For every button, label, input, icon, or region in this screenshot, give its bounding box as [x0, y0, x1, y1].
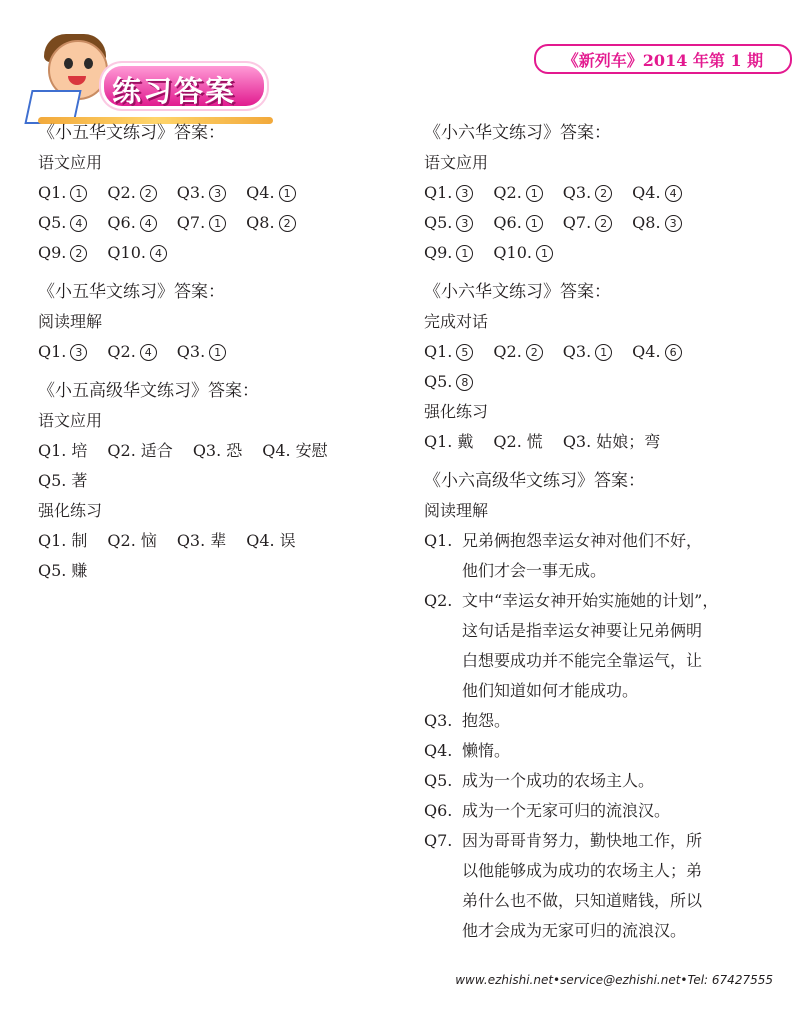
question-number: Q8.	[246, 213, 275, 232]
answer-text: 赚	[71, 561, 88, 580]
section-title: 《小六华文练习》答案：	[424, 123, 611, 143]
question-number: Q1.	[424, 531, 453, 550]
question-number: Q3.	[562, 183, 592, 202]
answer-line: 他们知道如何才能成功。	[462, 681, 639, 700]
answer-item	[246, 178, 295, 208]
answer-item	[177, 337, 226, 367]
answer-item	[107, 436, 172, 466]
question-number: Q3.	[424, 711, 453, 730]
circled-option: 1	[526, 215, 543, 232]
answer-section	[38, 118, 398, 268]
answer-text: 姑娘；弯	[596, 432, 661, 451]
circled-option: 4	[70, 215, 87, 232]
answer-item	[177, 208, 226, 238]
question-number: Q4.	[632, 183, 661, 202]
question-number: Q2.	[493, 342, 522, 361]
answer-item	[632, 178, 681, 208]
subsection-label: 完成对话	[424, 312, 489, 331]
question-number: Q1.	[38, 531, 67, 550]
question-number: Q1.	[424, 342, 453, 361]
question-number: Q5.	[38, 471, 67, 490]
answer-row	[424, 367, 794, 397]
answer-text: 辈	[210, 531, 227, 550]
question-number: Q6.	[107, 213, 136, 232]
question-number: Q5.	[38, 561, 67, 580]
left-column	[38, 118, 398, 595]
question-number: Q3.	[192, 441, 222, 460]
footer-contact: www.ezhishi.net•service@ezhishi.net•Tel: 67427555	[455, 973, 773, 987]
answer-line: 文中“幸运女神开始实施她的计划”，	[462, 591, 719, 610]
section-title: 《小五高级华文练习》答案：	[38, 381, 259, 401]
answer-lines	[462, 796, 794, 826]
circled-option: 2	[279, 215, 296, 232]
answer-item	[38, 466, 87, 496]
answer-line: 抱怨。	[462, 711, 511, 730]
answer-line: 因为哥哥肯努力，勤快地工作，所	[462, 831, 703, 850]
question-number: Q2.	[107, 441, 136, 460]
answer-item	[424, 178, 473, 208]
cartoon-boy-eye-left	[64, 58, 73, 69]
answer-item	[38, 238, 87, 268]
answer-item	[38, 208, 87, 238]
answer-text: 戴	[457, 432, 474, 451]
question-number: Q6.	[493, 213, 522, 232]
answers-banner	[18, 26, 268, 112]
circled-option: 1	[70, 185, 87, 202]
answer-item	[193, 436, 242, 466]
answer-item	[107, 178, 156, 208]
answer-text: 安慰	[295, 441, 328, 460]
question-number: Q3.	[176, 342, 206, 361]
answer-item	[262, 436, 327, 466]
answer-item	[493, 238, 553, 268]
answer-line: 他才会成为无家可归的流浪汉。	[462, 921, 687, 940]
circled-option: 1	[526, 185, 543, 202]
circled-option: 2	[140, 185, 157, 202]
answer-item	[38, 436, 87, 466]
answer-lines	[462, 826, 794, 946]
long-answer	[424, 706, 794, 736]
question-number: Q2.	[493, 432, 522, 451]
answer-row	[424, 238, 794, 268]
circled-option: 1	[536, 245, 553, 262]
question-number: Q5.	[424, 372, 453, 391]
answer-row	[424, 208, 794, 238]
circled-option: 2	[595, 185, 612, 202]
right-column	[424, 118, 794, 955]
question-number: Q1.	[38, 342, 67, 361]
question-number: Q3.	[562, 342, 592, 361]
answer-lines	[462, 736, 794, 766]
circled-option: 6	[665, 344, 682, 361]
answer-row	[38, 238, 398, 268]
answer-text: 著	[71, 471, 88, 490]
answer-item	[563, 427, 660, 457]
question-number: Q10.	[493, 243, 532, 262]
question-number: Q4.	[424, 741, 453, 760]
question-number: Q9.	[38, 243, 67, 262]
subsection-label: 阅读理解	[38, 312, 103, 331]
question-number: Q1.	[38, 441, 67, 460]
question-number: Q1.	[424, 183, 453, 202]
circled-option: 4	[665, 185, 682, 202]
question-number: Q1.	[424, 432, 453, 451]
circled-option: 4	[150, 245, 167, 262]
question-number: Q9.	[424, 243, 453, 262]
answer-row	[424, 337, 794, 367]
circled-option: 8	[456, 374, 473, 391]
question-number: Q8.	[632, 213, 661, 232]
question-number: Q1.	[38, 183, 67, 202]
circled-option: 1	[595, 344, 612, 361]
circled-option: 3	[456, 215, 473, 232]
answer-line: 这句话是指幸运女神要让兄弟俩明	[462, 621, 703, 640]
subsection-label: 强化练习	[424, 402, 489, 421]
long-answer	[424, 766, 794, 796]
cartoon-boy-eye-right	[84, 58, 93, 69]
answer-section	[424, 118, 794, 268]
circled-option: 2	[595, 215, 612, 232]
circled-option: 5	[456, 344, 473, 361]
answer-item	[493, 427, 542, 457]
question-number: Q3.	[176, 183, 206, 202]
answer-line: 以他能够成为成功的农场主人；弟	[462, 861, 703, 880]
answer-lines	[462, 766, 794, 796]
answer-line: 懒惰。	[462, 741, 511, 760]
answer-section	[38, 376, 398, 586]
answer-item	[107, 337, 156, 367]
answer-lines	[462, 526, 794, 586]
subsection-label: 语文应用	[38, 153, 103, 172]
answer-row	[38, 436, 398, 466]
answer-section	[424, 466, 794, 946]
section-title: 《小六华文练习》答案：	[424, 282, 611, 302]
answer-text: 制	[71, 531, 88, 550]
question-number: Q5.	[424, 213, 453, 232]
answer-text: 慌	[526, 432, 543, 451]
answer-row	[38, 208, 398, 238]
issue-label: 《新列车》2014 年第 1 期	[534, 44, 792, 74]
answer-item	[424, 238, 473, 268]
answer-text: 恼	[140, 531, 157, 550]
subsection-label: 强化练习	[38, 501, 103, 520]
answer-text: 培	[71, 441, 88, 460]
circled-option: 1	[209, 215, 226, 232]
question-number: Q5.	[38, 213, 67, 232]
answer-item	[424, 208, 473, 238]
long-answer	[424, 796, 794, 826]
circled-option: 2	[526, 344, 543, 361]
answer-lines	[462, 586, 794, 706]
answer-text: 误	[279, 531, 296, 550]
answer-row	[38, 178, 398, 208]
question-number: Q4.	[246, 183, 275, 202]
question-number: Q2.	[107, 183, 136, 202]
long-answer	[424, 736, 794, 766]
answer-item	[38, 526, 87, 556]
banner-title: 练习答案	[112, 74, 237, 108]
answer-text: 适合	[140, 441, 173, 460]
answer-item	[38, 337, 87, 367]
answer-item	[38, 178, 87, 208]
question-number: Q2.	[107, 342, 136, 361]
question-number: Q3.	[562, 432, 592, 451]
answer-item	[563, 337, 612, 367]
circled-option: 3	[456, 185, 473, 202]
answer-item	[107, 238, 167, 268]
answer-item	[493, 178, 542, 208]
answer-item	[107, 526, 156, 556]
circled-option: 1	[456, 245, 473, 262]
answer-item	[177, 526, 226, 556]
section-title: 《小六高级华文练习》答案：	[424, 471, 645, 491]
answer-row	[424, 427, 794, 457]
answer-line: 成为一个成功的农场主人。	[462, 771, 655, 790]
question-number: Q4.	[262, 441, 291, 460]
question-number: Q7.	[424, 831, 453, 850]
section-title: 《小五华文练习》答案：	[38, 282, 225, 302]
question-number: Q6.	[424, 801, 453, 820]
question-number: Q4.	[632, 342, 661, 361]
answer-row	[424, 178, 794, 208]
circled-option: 4	[140, 215, 157, 232]
long-answer	[424, 586, 794, 706]
answer-item	[563, 208, 612, 238]
question-number: Q2.	[107, 531, 136, 550]
question-number: Q7.	[562, 213, 592, 232]
question-number: Q4.	[246, 531, 275, 550]
answer-lines	[462, 706, 794, 736]
answer-item	[246, 208, 295, 238]
answer-item	[632, 208, 681, 238]
answer-row	[38, 466, 398, 496]
question-number: Q2.	[493, 183, 522, 202]
answer-item	[107, 208, 156, 238]
long-answer	[424, 826, 794, 946]
answer-item	[246, 526, 295, 556]
answer-line: 他们才会一事无成。	[462, 561, 607, 580]
answer-line: 成为一个无家可归的流浪汉。	[462, 801, 671, 820]
circled-option: 3	[70, 344, 87, 361]
circled-option: 2	[70, 245, 87, 262]
answer-line: 兄弟俩抱怨幸运女神对他们不好，	[462, 531, 703, 550]
answer-row	[38, 337, 398, 367]
subsection-label: 语文应用	[424, 153, 489, 172]
answer-item	[177, 178, 226, 208]
question-number: Q2.	[424, 591, 453, 610]
question-number: Q10.	[107, 243, 146, 262]
answer-line: 弟什么也不做，只知道赌钱，所以	[462, 891, 703, 910]
section-title: 《小五华文练习》答案：	[38, 123, 225, 143]
answer-row	[38, 526, 398, 556]
answer-section	[38, 277, 398, 367]
question-number: Q7.	[176, 213, 206, 232]
answer-item	[563, 178, 612, 208]
circled-option: 1	[279, 185, 296, 202]
subsection-label: 语文应用	[38, 411, 103, 430]
answer-section	[424, 277, 794, 457]
answer-line: 白想要成功并不能完全靠运气，让	[462, 651, 703, 670]
answer-item	[424, 427, 473, 457]
circled-option: 4	[140, 344, 157, 361]
answer-text: 恐	[226, 441, 243, 460]
long-answer	[424, 526, 794, 586]
answer-item	[493, 208, 542, 238]
circled-option: 1	[209, 344, 226, 361]
answer-item	[38, 556, 87, 586]
circled-option: 3	[665, 215, 682, 232]
question-number: Q5.	[424, 771, 453, 790]
circled-option: 3	[209, 185, 226, 202]
subsection-label: 阅读理解	[424, 501, 489, 520]
answer-item	[493, 337, 542, 367]
answer-item	[632, 337, 681, 367]
answer-row	[38, 556, 398, 586]
answer-item	[424, 337, 473, 367]
answer-item	[424, 367, 473, 397]
question-number: Q3.	[176, 531, 206, 550]
